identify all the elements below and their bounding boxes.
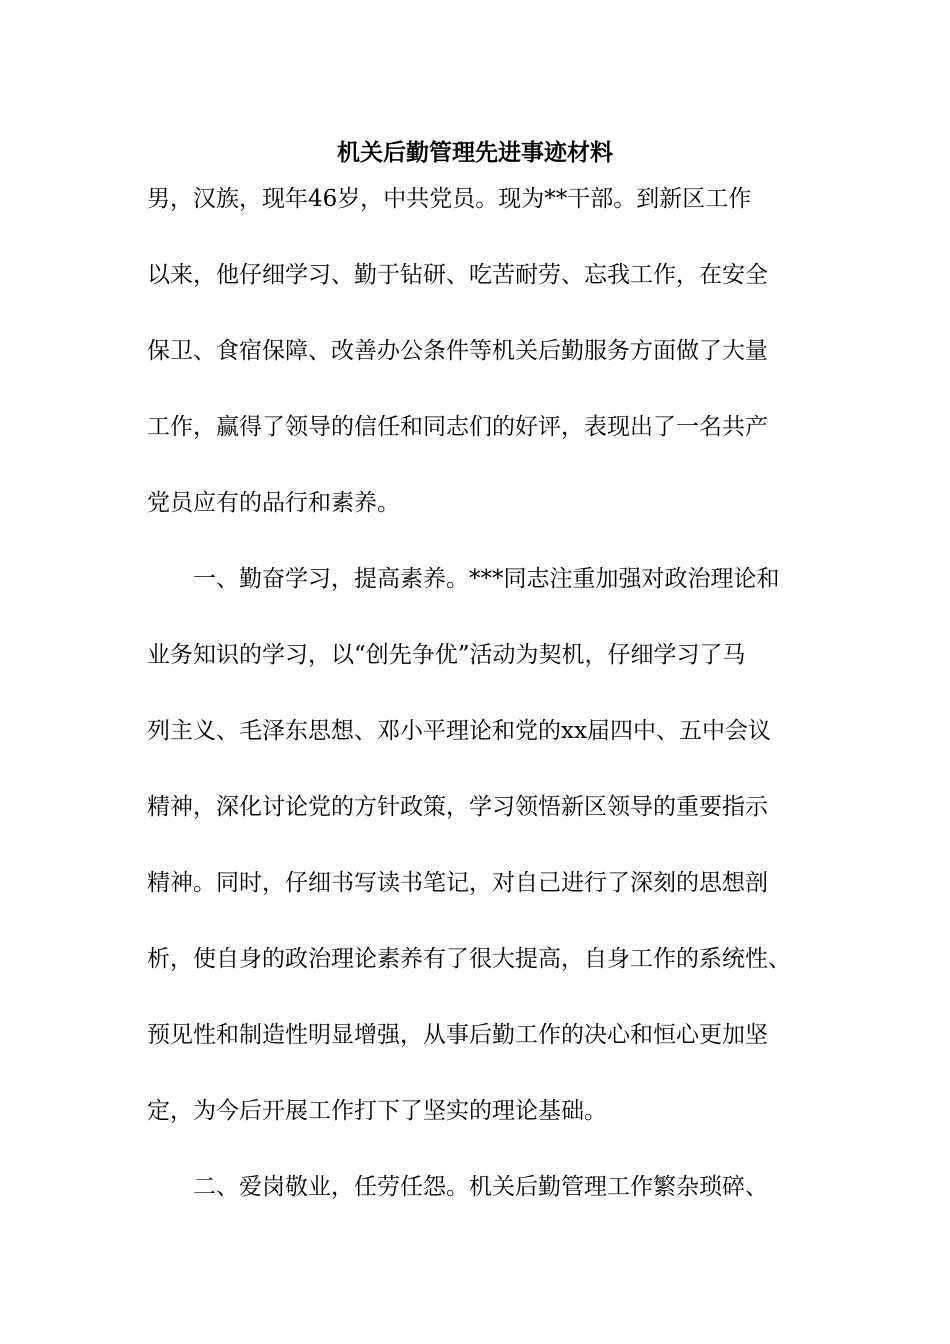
body-text-line: 保卫、食宿保障、改善办公条件等机关后勤服务方面做了大量 (147, 338, 768, 364)
body-text-line: 定，为今后开展工作打下了坚实的理论基础。 (147, 1098, 607, 1124)
body-text-line: 党员应有的品行和素养。 (147, 490, 400, 516)
document-title: 机关后勤管理先进事迹材料 (337, 139, 613, 166)
body-text-line: 男，汉族，现年46岁，中共党员。现为**干部。到新区工作 (147, 186, 752, 212)
body-text-line: 列主义、毛泽东思想、邓小平理论和党的xx届四中、五中会议 (147, 718, 771, 744)
body-text-line: 工作，赢得了领导的信任和同志们的好评，表现出了一名共产 (147, 414, 768, 440)
body-text-line: 业务知识的学习，以“创先争优”活动为契机，仔细学习了马 (147, 642, 746, 668)
section-heading-line: 二、爱岗敬业，任劳任怨。机关后勤管理工作繁杂琐碎、 (193, 1174, 768, 1200)
body-text-line: 精神。同时，仔细书写读书笔记，对自己进行了深刻的思想剖 (147, 870, 768, 896)
body-text-line: 析，使自身的政治理论素养有了很大提高，自身工作的系统性、 (147, 946, 791, 972)
section-heading-line: 一、勤奋学习，提高素养。***同志注重加强对政治理论和 (193, 566, 780, 592)
body-text-line: 精神，深化讨论党的方针政策，学习领悟新区领导的重要指示 (147, 794, 768, 820)
body-text-line: 以来，他仔细学习、勤于钻研、吃苦耐劳、忘我工作，在安全 (147, 262, 768, 288)
body-text-line: 预见性和制造性明显增强，从事后勤工作的决心和恒心更加坚 (147, 1022, 768, 1048)
